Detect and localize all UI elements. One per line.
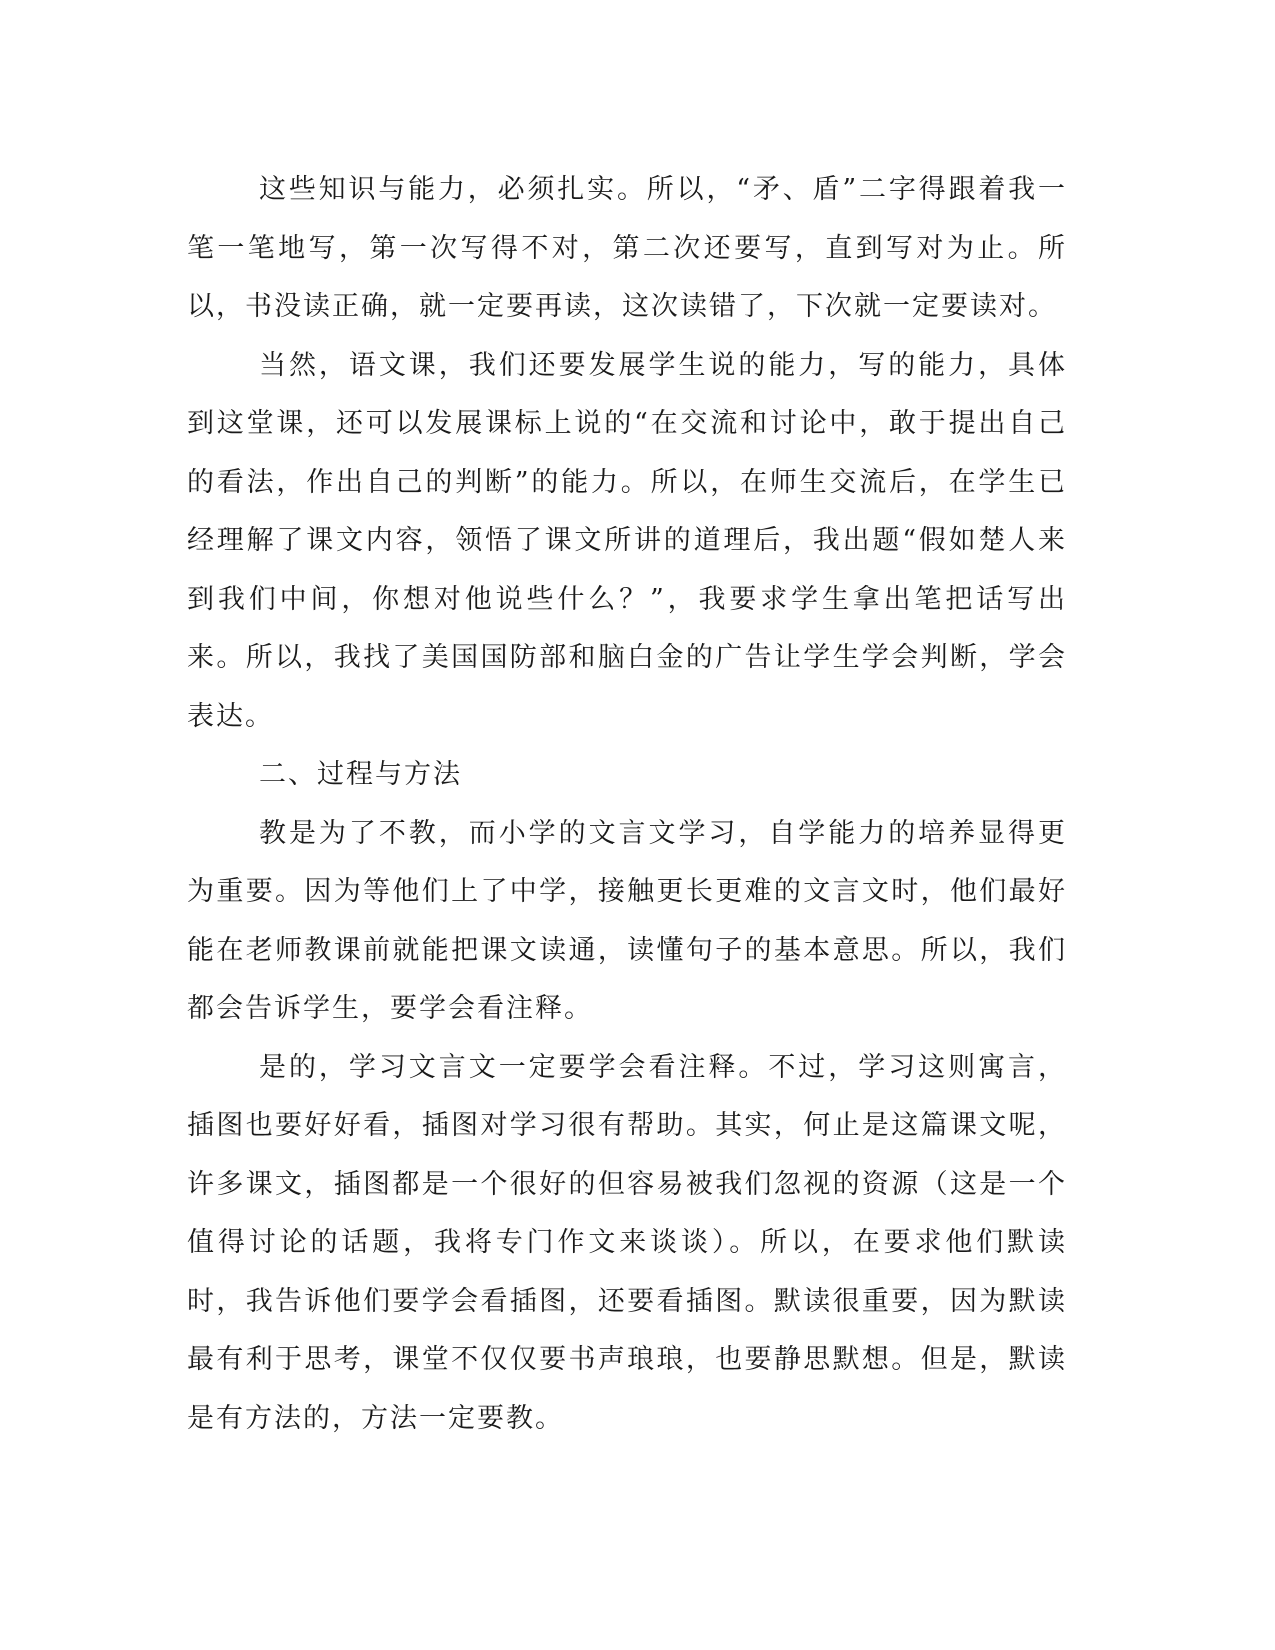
paragraph-3: 教是为了不教，而小学的文言文学习，自学能力的培养显得更为重要。因为等他们上了中学，接触更长更难的文言文时，他们最好能在老师教课前就能把课文读通，读懂句子的基本意思。所以，我们都会告诉学生，要学会看注释。	[187, 817, 1067, 1024]
paragraph-1: 这些知识与能力，必须扎实。所以，“矛、盾”二字得跟着我一笔一笔地写，第一次写得不对，第二次还要写，直到写对为止。所以，书没读正确，就一定要再读，这次读错了，下次就一定要读对。	[187, 174, 1067, 322]
document-body	[187, 161, 1067, 1448]
paragraph-4: 是的，学习文言文一定要学会看注释。不过，学习这则寓言，插图也要好好看，插图对学习很有帮助。其实，何止是这篇课文呢，许多课文，插图都是一个很好的但容易被我们忽视的资源（这是一个值得讨论的话题，我将专门作文来谈谈）。所以，在要求他们默读时，我告诉他们要学会看插图，还要看插图。默读很重要，因为默读最有利于思考，课堂不仅仅要书声琅琅，也要静思默想。但是，默读是有方法的，方法一定要教。	[187, 1051, 1067, 1434]
paragraph-2: 当然，语文课，我们还要发展学生说的能力，写的能力，具体到这堂课，还可以发展课标上说的“在交流和讨论中，敢于提出自己的看法，作出自己的判断”的能力。所以，在师生交流后，在学生已经理解了课文内容，领悟了课文所讲的道理后，我出题“假如楚人来到我们中间，你想对他说些什么？”，我要求学生拿出笔把话写出来。所以，我找了美国国防部和脑白金的广告让学生学会判断，学会表达。	[187, 349, 1067, 732]
section-heading: 二、过程与方法	[259, 759, 462, 790]
